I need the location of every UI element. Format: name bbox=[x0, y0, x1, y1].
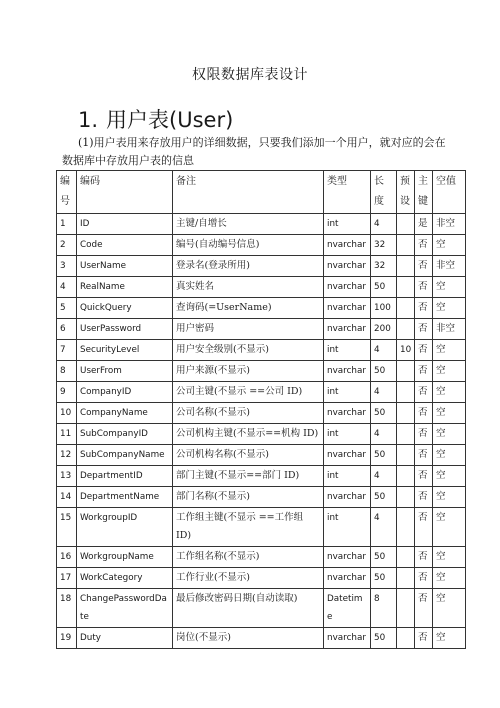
cell-no: 13 bbox=[57, 466, 77, 487]
cell-default bbox=[397, 589, 415, 628]
cell-remark: 登录名(登录所用) bbox=[173, 256, 324, 277]
cell-default bbox=[397, 466, 415, 487]
cell-nullable: 空 bbox=[433, 445, 466, 466]
document-title: 权限数据库表设计 bbox=[192, 67, 308, 83]
table-row bbox=[57, 361, 466, 382]
cell-remark: 部门主键(不显示==部门 ID) bbox=[173, 466, 324, 487]
intro-line-1: (1)用户表用来存放用户的详细数据，只要我们添加一个用户，就对应的会在 bbox=[78, 136, 446, 149]
table-row bbox=[57, 319, 466, 340]
header-remark: 备注 bbox=[173, 171, 324, 214]
cell-length: 200 bbox=[371, 319, 397, 340]
cell-length: 4 bbox=[371, 466, 397, 487]
cell-nullable: 空 bbox=[433, 466, 466, 487]
cell-code: ID bbox=[77, 214, 173, 235]
cell-pk: 否 bbox=[415, 508, 433, 547]
cell-default bbox=[397, 424, 415, 445]
cell-type: int bbox=[324, 382, 371, 403]
cell-no: 2 bbox=[57, 235, 77, 256]
cell-default bbox=[397, 235, 415, 256]
cell-default bbox=[397, 508, 415, 547]
cell-remark: 用户密码 bbox=[173, 319, 324, 340]
cell-pk: 否 bbox=[415, 568, 433, 589]
cell-remark: 工作组名称(不显示) bbox=[173, 547, 324, 568]
cell-code: Code bbox=[77, 235, 173, 256]
cell-code: RealName bbox=[77, 277, 173, 298]
section-title: 用户表(User) bbox=[106, 108, 234, 132]
cell-type: nvarchar bbox=[324, 256, 371, 277]
table-row bbox=[57, 568, 466, 589]
cell-remark: 公司机构名称(不显示) bbox=[173, 445, 324, 466]
table-row bbox=[57, 424, 466, 445]
cell-nullable: 非空 bbox=[433, 214, 466, 235]
cell-length: 32 bbox=[371, 256, 397, 277]
cell-length: 50 bbox=[371, 547, 397, 568]
cell-nullable: 空 bbox=[433, 277, 466, 298]
cell-code: SecurityLevel bbox=[77, 340, 173, 361]
cell-code: CompanyName bbox=[77, 403, 173, 424]
table-row bbox=[57, 547, 466, 568]
cell-default bbox=[397, 568, 415, 589]
cell-type: nvarchar bbox=[324, 403, 371, 424]
cell-remark: 最后修改密码日期(自动读取) bbox=[173, 589, 324, 628]
cell-nullable: 空 bbox=[433, 403, 466, 424]
cell-length: 4 bbox=[371, 508, 397, 547]
table-row bbox=[57, 214, 466, 235]
cell-code: WorkgroupID bbox=[77, 508, 173, 547]
cell-nullable: 空 bbox=[433, 547, 466, 568]
table-row bbox=[57, 256, 466, 277]
cell-nullable: 空 bbox=[433, 628, 466, 649]
table-row bbox=[57, 487, 466, 508]
cell-code: DepartmentID bbox=[77, 466, 173, 487]
table-row bbox=[57, 445, 466, 466]
cell-no: 19 bbox=[57, 628, 77, 649]
cell-length: 50 bbox=[371, 277, 397, 298]
cell-pk: 否 bbox=[415, 628, 433, 649]
cell-code: SubCompanyID bbox=[77, 424, 173, 445]
cell-no: 9 bbox=[57, 382, 77, 403]
cell-no: 8 bbox=[57, 361, 77, 382]
cell-code: UserFrom bbox=[77, 361, 173, 382]
cell-type: nvarchar bbox=[324, 487, 371, 508]
cell-type: nvarchar bbox=[324, 277, 371, 298]
cell-pk: 否 bbox=[415, 340, 433, 361]
header-default: 预设 bbox=[397, 171, 415, 214]
cell-nullable: 空 bbox=[433, 589, 466, 628]
cell-nullable: 空 bbox=[433, 568, 466, 589]
cell-type: int bbox=[324, 466, 371, 487]
cell-pk: 否 bbox=[415, 424, 433, 445]
cell-pk: 否 bbox=[415, 256, 433, 277]
cell-no: 1 bbox=[57, 214, 77, 235]
header-no: 编号 bbox=[57, 171, 77, 214]
cell-remark: 用户安全级别(不显示) bbox=[173, 340, 324, 361]
cell-remark: 公司名称(不显示) bbox=[173, 403, 324, 424]
cell-default bbox=[397, 319, 415, 340]
cell-nullable: 非空 bbox=[433, 319, 466, 340]
cell-length: 50 bbox=[371, 628, 397, 649]
cell-remark: 真实姓名 bbox=[173, 277, 324, 298]
cell-pk: 否 bbox=[415, 277, 433, 298]
cell-pk: 否 bbox=[415, 361, 433, 382]
cell-type: nvarchar bbox=[324, 319, 371, 340]
table-header-row bbox=[57, 171, 466, 214]
table-row bbox=[57, 277, 466, 298]
header-nullable: 空值 bbox=[433, 171, 466, 214]
cell-code: Duty bbox=[77, 628, 173, 649]
cell-default bbox=[397, 382, 415, 403]
header-type: 类型 bbox=[324, 171, 371, 214]
cell-no: 18 bbox=[57, 589, 77, 628]
cell-length: 4 bbox=[371, 424, 397, 445]
cell-no: 3 bbox=[57, 256, 77, 277]
cell-remark: 编号(自动编号信息) bbox=[173, 235, 324, 256]
cell-length: 50 bbox=[371, 361, 397, 382]
cell-pk: 否 bbox=[415, 445, 433, 466]
cell-length: 8 bbox=[371, 589, 397, 628]
section-number: 1. bbox=[78, 108, 99, 132]
cell-length: 50 bbox=[371, 445, 397, 466]
cell-pk: 否 bbox=[415, 487, 433, 508]
cell-remark: 用户来源(不显示) bbox=[173, 361, 324, 382]
cell-nullable: 空 bbox=[433, 382, 466, 403]
cell-default bbox=[397, 361, 415, 382]
cell-pk: 否 bbox=[415, 589, 433, 628]
cell-nullable: 空 bbox=[433, 298, 466, 319]
cell-default bbox=[397, 445, 415, 466]
cell-length: 4 bbox=[371, 340, 397, 361]
cell-no: 11 bbox=[57, 424, 77, 445]
table-row bbox=[57, 298, 466, 319]
cell-length: 4 bbox=[371, 382, 397, 403]
cell-default bbox=[397, 487, 415, 508]
table-row bbox=[57, 235, 466, 256]
cell-type: nvarchar bbox=[324, 445, 371, 466]
header-code: 编码 bbox=[77, 171, 173, 214]
cell-pk: 否 bbox=[415, 235, 433, 256]
cell-remark: 部门名称(不显示) bbox=[173, 487, 324, 508]
cell-nullable: 空 bbox=[433, 235, 466, 256]
cell-nullable: 空 bbox=[433, 508, 466, 547]
cell-type: nvarchar bbox=[324, 361, 371, 382]
table-row bbox=[57, 382, 466, 403]
cell-default bbox=[397, 277, 415, 298]
section-heading bbox=[78, 104, 233, 134]
cell-code: QuickQuery bbox=[77, 298, 173, 319]
cell-length: 100 bbox=[371, 298, 397, 319]
cell-nullable: 非空 bbox=[433, 256, 466, 277]
cell-no: 6 bbox=[57, 319, 77, 340]
cell-type: int bbox=[324, 508, 371, 547]
cell-remark: 公司机构主键(不显示==机构 ID) bbox=[173, 424, 324, 445]
cell-length: 50 bbox=[371, 487, 397, 508]
cell-pk: 是 bbox=[415, 214, 433, 235]
cell-remark: 工作组主键(不显示 ==工作组 ID) bbox=[173, 508, 324, 547]
cell-no: 7 bbox=[57, 340, 77, 361]
cell-nullable: 空 bbox=[433, 487, 466, 508]
header-length: 长度 bbox=[371, 171, 397, 214]
cell-no: 10 bbox=[57, 403, 77, 424]
user-table bbox=[56, 170, 466, 649]
table-body bbox=[57, 214, 466, 649]
cell-remark: 岗位(不显示) bbox=[173, 628, 324, 649]
cell-default bbox=[397, 298, 415, 319]
cell-remark: 工作行业(不显示) bbox=[173, 568, 324, 589]
cell-code: DepartmentName bbox=[77, 487, 173, 508]
cell-type: int bbox=[324, 424, 371, 445]
header-pk: 主键 bbox=[415, 171, 433, 214]
cell-pk: 否 bbox=[415, 298, 433, 319]
cell-type: nvarchar bbox=[324, 235, 371, 256]
cell-remark: 公司主键(不显示 ==公司 ID) bbox=[173, 382, 324, 403]
table-row bbox=[57, 628, 466, 649]
table-row bbox=[57, 589, 466, 628]
table-row bbox=[57, 466, 466, 487]
cell-type: int bbox=[324, 214, 371, 235]
cell-default bbox=[397, 628, 415, 649]
cell-type: nvarchar bbox=[324, 628, 371, 649]
cell-no: 4 bbox=[57, 277, 77, 298]
cell-code: SubCompanyName bbox=[77, 445, 173, 466]
cell-pk: 否 bbox=[415, 319, 433, 340]
cell-nullable: 空 bbox=[433, 361, 466, 382]
cell-default: 10 bbox=[397, 340, 415, 361]
cell-code: WorkCategory bbox=[77, 568, 173, 589]
cell-pk: 否 bbox=[415, 382, 433, 403]
cell-code: UserPassword bbox=[77, 319, 173, 340]
cell-remark: 查询码(=UserName) bbox=[173, 298, 324, 319]
cell-no: 12 bbox=[57, 445, 77, 466]
cell-code: UserName bbox=[77, 256, 173, 277]
cell-pk: 否 bbox=[415, 403, 433, 424]
cell-default bbox=[397, 214, 415, 235]
cell-no: 14 bbox=[57, 487, 77, 508]
cell-length: 4 bbox=[371, 214, 397, 235]
cell-default bbox=[397, 403, 415, 424]
cell-no: 16 bbox=[57, 547, 77, 568]
table-row bbox=[57, 340, 466, 361]
intro-line-2: 数据库中存放用户表的信息 bbox=[62, 154, 194, 167]
cell-nullable: 空 bbox=[433, 340, 466, 361]
cell-pk: 否 bbox=[415, 466, 433, 487]
cell-no: 5 bbox=[57, 298, 77, 319]
cell-default bbox=[397, 547, 415, 568]
cell-code: CompanyID bbox=[77, 382, 173, 403]
cell-type: nvarchar bbox=[324, 547, 371, 568]
cell-pk: 否 bbox=[415, 547, 433, 568]
cell-nullable: 空 bbox=[433, 424, 466, 445]
cell-type: nvarchar bbox=[324, 298, 371, 319]
cell-type: nvarchar bbox=[324, 568, 371, 589]
cell-length: 50 bbox=[371, 568, 397, 589]
cell-length: 50 bbox=[371, 403, 397, 424]
cell-code: ChangePasswordDate bbox=[77, 589, 173, 628]
cell-type: Datetime bbox=[324, 589, 371, 628]
cell-default bbox=[397, 256, 415, 277]
cell-no: 17 bbox=[57, 568, 77, 589]
table-row bbox=[57, 508, 466, 547]
cell-length: 32 bbox=[371, 235, 397, 256]
table-row bbox=[57, 403, 466, 424]
cell-remark: 主键/自增长 bbox=[173, 214, 324, 235]
cell-no: 15 bbox=[57, 508, 77, 547]
cell-code: WorkgroupName bbox=[77, 547, 173, 568]
cell-type: int bbox=[324, 340, 371, 361]
